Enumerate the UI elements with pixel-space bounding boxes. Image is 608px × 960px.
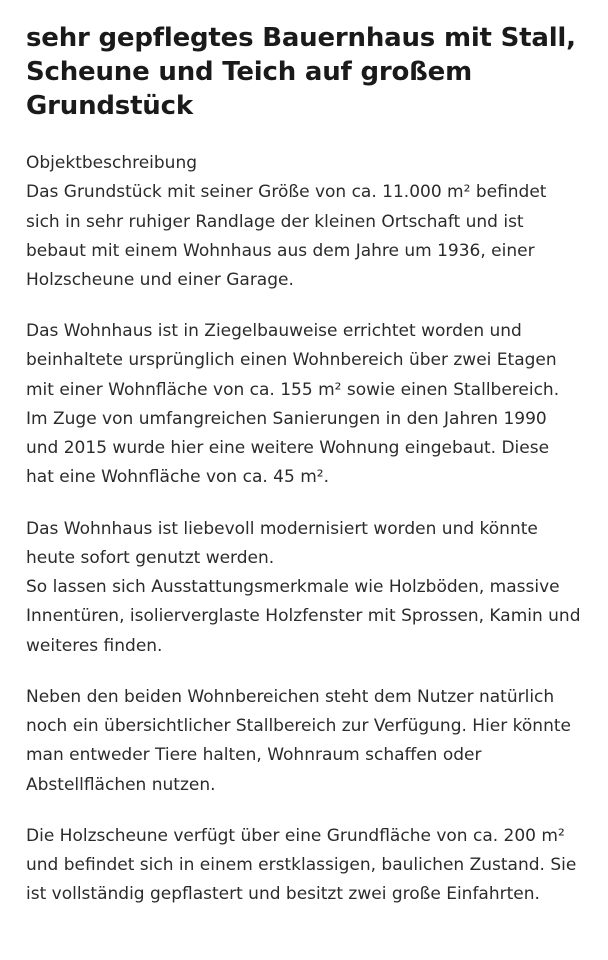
- description-paragraph-4: Neben den beiden Wohnbereichen steht dem Nutzer natürlich noch ein übersichtlicher Stallbereich zur Verfügung. Hier könnte man entweder Tiere halten, Wohnraum schaffen oder Abstellflächen nutzen.: [26, 686, 571, 795]
- description-paragraph-3: Das Wohnhaus ist liebevoll modernisiert worden und könnte heute sofort genutzt werden. So lassen sich Ausstattungsmerkmale wie Holzböden, massive Innentüren, isolierverglaste Holzfenster mit Sprossen, Kamin und weiteres finden.: [26, 518, 581, 656]
- description-paragraph-2: Das Wohnhaus ist in Ziegelbauweise errichtet worden und beinhaltete ursprünglich einen Wohnbereich über zwei Etagen mit einer Wohnfläche von ca. 155 m² sowie einen Stallbereich. Im Zuge von umfangreichen Sanierungen in den Jahren 1990 und 2015 wurde hier eine weitere Wohnung eingebaut. Diese hat eine Wohnfläche von ca. 45 m².: [26, 321, 560, 488]
- description-paragraph-5: Die Holzscheune verfügt über eine Grundfläche von ca. 200 m² und befindet sich in einem erstklassigen, baulichen Zustand. Sie ist vollständig gepflastert und besitzt zwei große Einfahrten.: [26, 825, 577, 905]
- description-paragraph-1: Das Grundstück mit seiner Größe von ca. 11.000 m² befindet sich in sehr ruhiger Randlage der kleinen Ortschaft und ist bebaut mit einem Wohnhaus aus dem Jahre um 1936, einer Holzscheune und einer Garage.: [26, 182, 547, 290]
- page-title: sehr gepflegtes Bauernhaus mit Stall, Scheune und Teich auf großem Grundstück: [26, 23, 576, 121]
- section-heading-objektbeschreibung: Objektbeschreibung: [26, 153, 198, 174]
